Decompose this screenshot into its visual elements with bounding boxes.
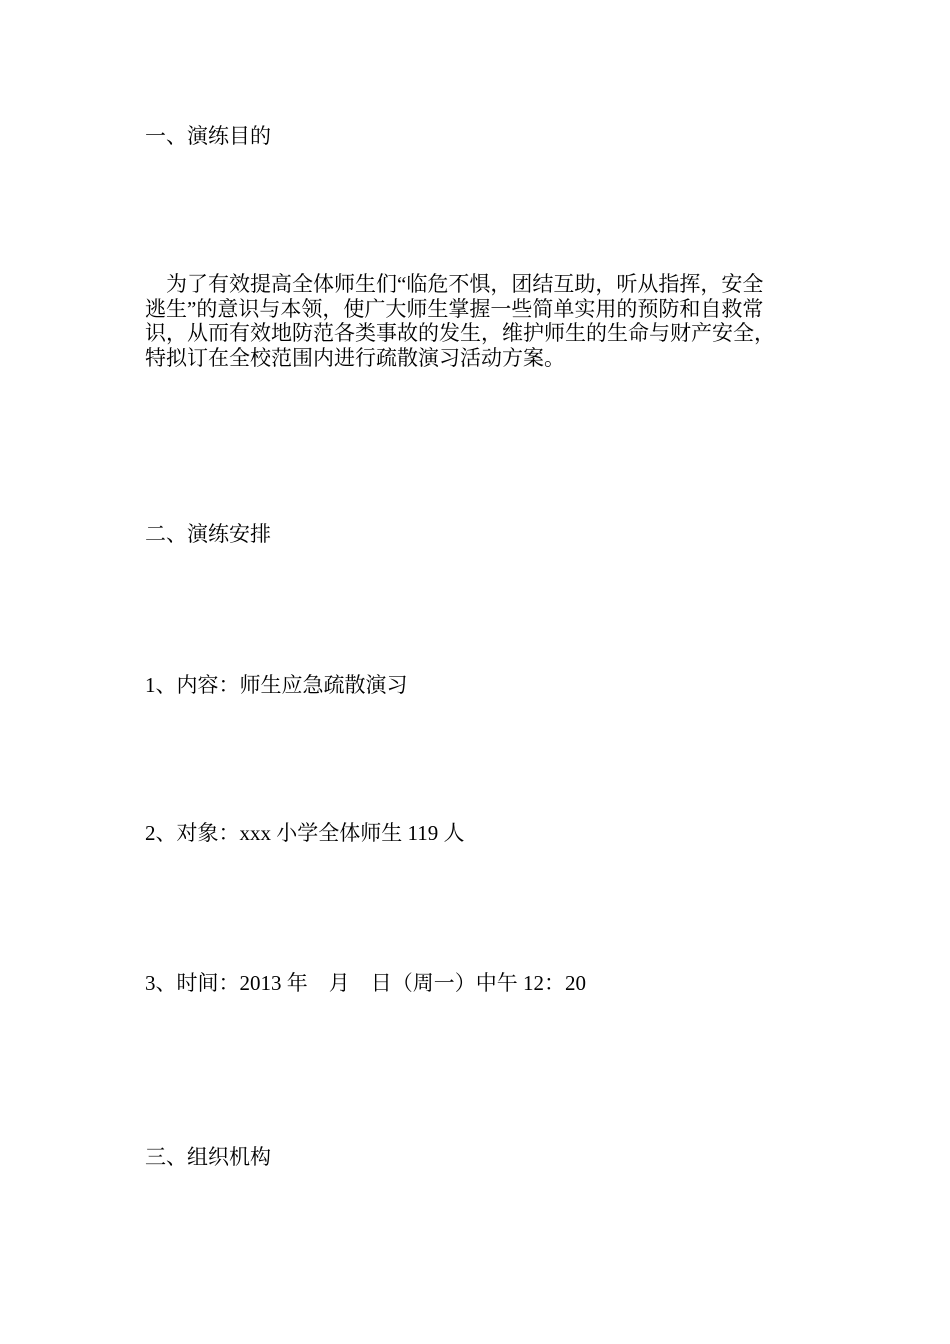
arrangement-item-time: 3、时间：2013 年 月 日（周一）中午 12：20: [145, 971, 586, 995]
arrangement-item-content: 1、内容：师生应急疏散演习: [145, 673, 408, 697]
section-heading-arrangement: 二、演练安排: [145, 522, 271, 546]
paragraph-line: 识，从而有效地防范各类事故的发生，维护师生的生命与财产安全，: [145, 321, 775, 345]
arrangement-item-target: 2、对象：xxx 小学全体师生 119 人: [145, 821, 465, 845]
purpose-paragraph: [145, 272, 810, 370]
paragraph-line: 特拟订在全校范围内进行疏散演习活动方案。: [145, 345, 565, 370]
section-heading-organization: 三、组织机构: [145, 1145, 271, 1169]
section-heading-purpose: 一、演练目的: [145, 124, 271, 148]
paragraph-line: 逃生”的意识与本领，使广大师生掌握一些简单实用的预防和自救常: [145, 296, 764, 321]
paragraph-line: 为了有效提高全体师生们“临危不惧，团结互助，听从指挥，安全: [145, 272, 764, 296]
